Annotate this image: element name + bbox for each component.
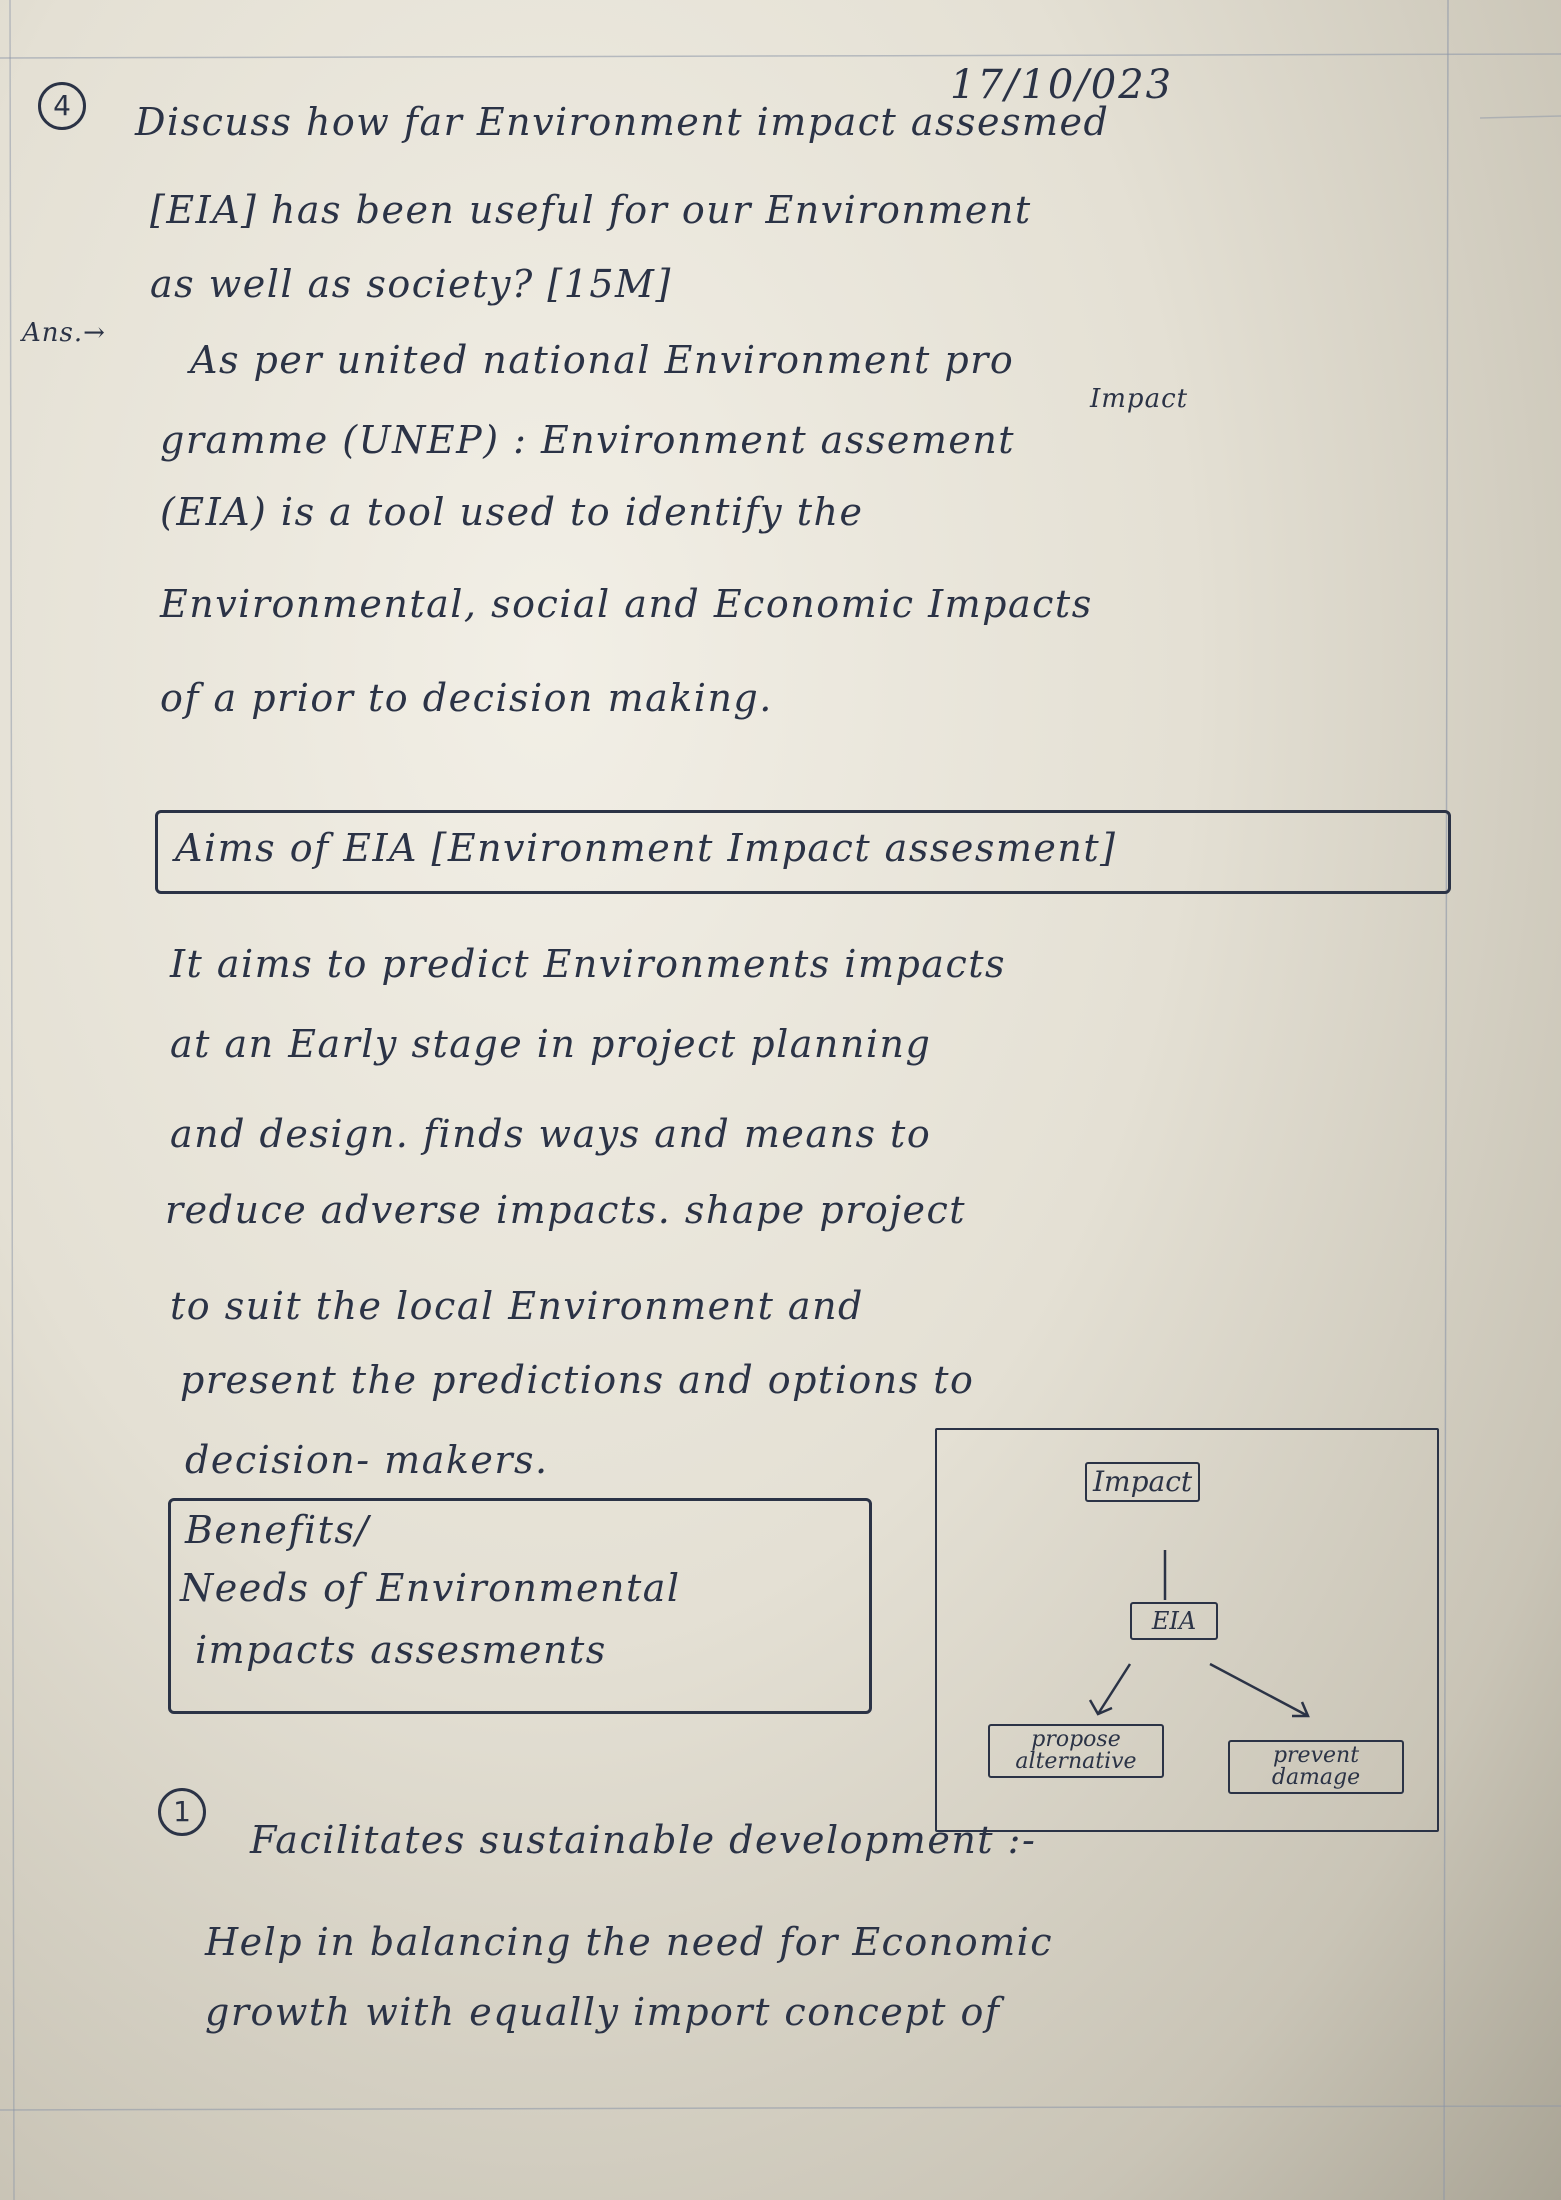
diagram-impact: Impact [1085, 1462, 1200, 1502]
date: 17/10/023 [950, 62, 1174, 108]
aims-line-4: reduce adverse impacts. shape project [165, 1188, 967, 1232]
question-line-1: Discuss how far Environment impact assesmed [135, 100, 1110, 144]
answer-line-2: gramme (UNEP) : Environment assement [160, 418, 1016, 462]
aims-line-7: decision- makers. [185, 1438, 549, 1482]
aims-line-6: present the predictions and options to [180, 1358, 975, 1402]
aims-line-1: It aims to predict Environments impacts [170, 942, 1007, 986]
point-number: 1 [158, 1788, 206, 1836]
aims-line-5: to suit the local Environment and [170, 1284, 864, 1328]
answer-line-4: Environmental, social and Economic Impacts [160, 582, 1093, 626]
aims-line-3: and design. finds ways and means to [170, 1112, 932, 1156]
answer-line-3: (EIA) is a tool used to identify the [160, 490, 864, 534]
diagram-prevent-damage: prevent damage [1228, 1740, 1404, 1794]
benefits-line-1: Benefits/ [185, 1508, 370, 1552]
point-line-1: Facilitates sustainable development :- [250, 1818, 1037, 1862]
point-line-3: growth with equally import concept of [205, 1990, 1001, 2034]
aims-line-2: at an Early stage in project planning [170, 1022, 932, 1066]
answer-line-1: As per united national Environment pro [190, 338, 1015, 382]
benefits-line-2: Needs of Environmental [180, 1566, 681, 1610]
inserted-word-impact: Impact [1090, 384, 1189, 414]
answer-line-5: of a prior to decision making. [160, 676, 773, 720]
diagram-eia: EIA [1130, 1602, 1218, 1640]
benefits-line-3: impacts assesments [195, 1628, 607, 1672]
diagram-propose-alternative: propose alternative [988, 1724, 1164, 1778]
question-number: 4 [38, 82, 86, 130]
answer-label: Ans.→ [22, 318, 106, 348]
aims-heading: Aims of EIA [Environment Impact assesment] [175, 826, 1117, 870]
question-line-2: [EIA] has been useful for our Environment [150, 188, 1032, 232]
question-line-3: as well as society? [15M] [150, 262, 672, 306]
point-line-2: Help in balancing the need for Economic [205, 1920, 1054, 1964]
